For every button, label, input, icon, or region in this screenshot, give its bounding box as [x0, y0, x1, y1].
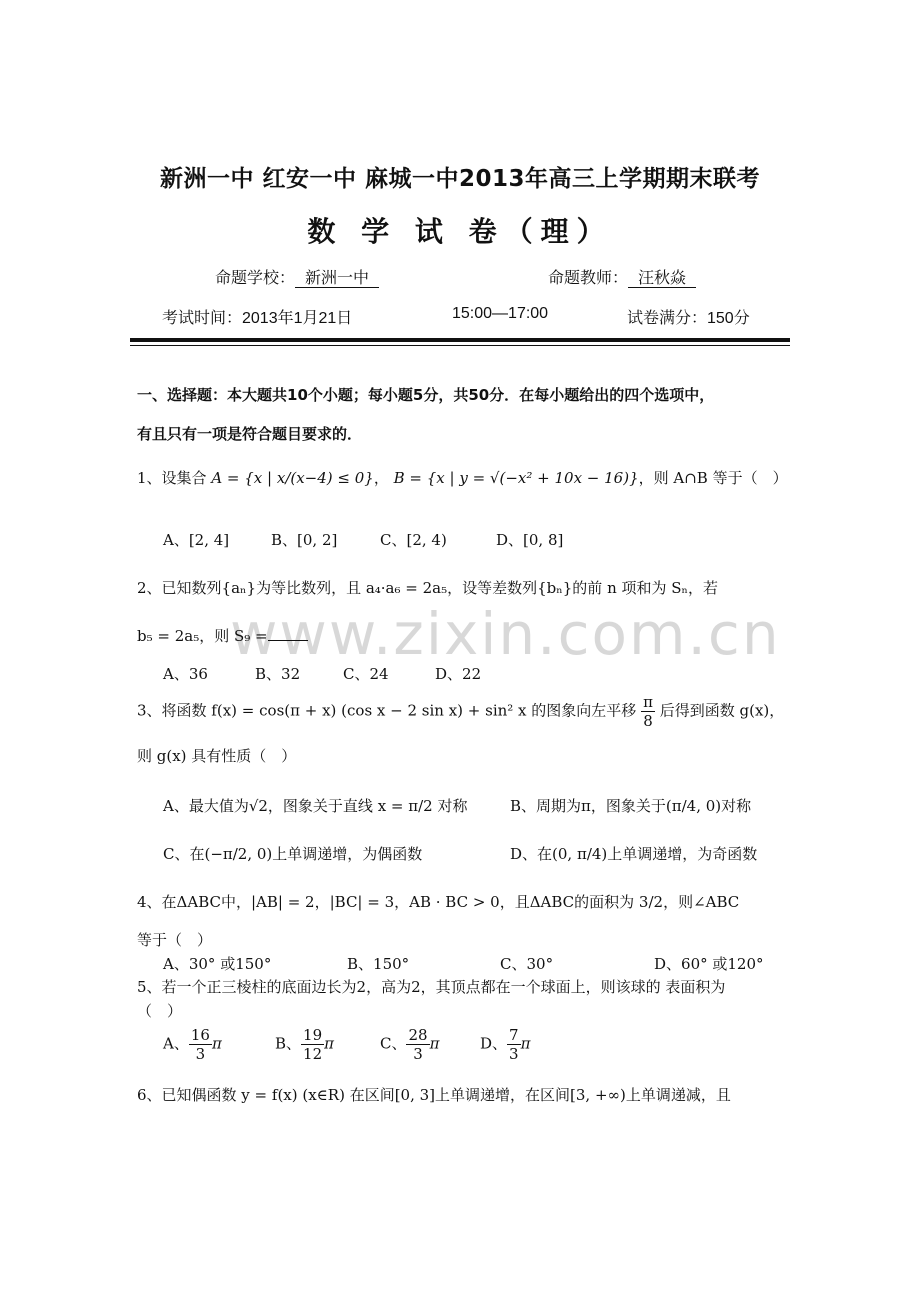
school-value: 新洲一中	[295, 268, 379, 288]
q5-option-b-num: 19	[303, 1026, 323, 1044]
q1-option-b: B、[0, 2]	[271, 531, 338, 549]
q3-shift-fraction	[641, 693, 655, 730]
q5-option-c-den: 3	[413, 1045, 423, 1063]
q3-option-a: A、最大值为√2，图象关于直线 x = π/2 对称	[163, 797, 468, 815]
q1-option-d: D、[0, 8]	[496, 531, 564, 549]
q2-option-b: B、32	[255, 665, 301, 683]
q3-option-d: D、在(0, π/4)上单调递增，为奇函数	[510, 845, 758, 863]
q5-option-b	[275, 1026, 334, 1063]
q3-line1b: 后得到函数 g(x)，	[659, 701, 785, 720]
header-rule-thick	[130, 338, 790, 342]
q3-shift-den: 8	[643, 712, 653, 730]
q5-option-b-den: 12	[303, 1045, 323, 1063]
q5-option-c-label: C、	[380, 1034, 407, 1053]
teacher-value: 汪秋焱	[628, 268, 696, 288]
q5-option-c-num: 28	[408, 1026, 428, 1044]
q4-line2: 等于（ ）	[137, 931, 213, 949]
q3-line1a: 3、将函数 f(x) = cos(π + x) (cos x − 2 sin x) + sin² x 的图象向左平移	[137, 701, 637, 720]
teacher-line	[548, 265, 696, 288]
q2-line1: 2、已知数列{aₙ}为等比数列，且 a₄·a₆ = 2a₅，设等差数列{bₙ}的前 n 项和为 Sₙ，若	[137, 579, 719, 597]
q1-option-c: C、[2, 4)	[380, 531, 447, 549]
q2-option-a: A、36	[163, 665, 208, 683]
q2-option-c: C、24	[343, 665, 389, 683]
q5-option-c-pi: π	[429, 1034, 440, 1053]
q1-lead: 1、设集合	[137, 469, 207, 487]
q5-line1: 5、若一个正三棱柱的底面边长为2，高为2，其顶点都在一个球面上，则该球的 表面积为	[137, 978, 726, 996]
q5-option-a-label: A、	[163, 1034, 189, 1053]
section-instruction-line2: 有且只有一项是符合题目要求的．	[137, 425, 363, 443]
q3-shift-num: π	[643, 693, 653, 711]
q1-set-b: B = {x | y = √(−x² + 10x − 16)}	[393, 469, 639, 487]
q1-set-a: A = {x | x/(x−4) ≤ 0}	[211, 469, 374, 487]
q4-line1: 4、在ΔABC中，|AB| = 2，|BC| = 3，AB · BC > 0，且ΔABC的面积为 3/2，则∠ABC	[137, 893, 740, 911]
q4-option-c: C、30°	[500, 955, 554, 973]
school-label: 命题学校：	[215, 268, 296, 287]
q3-line1	[137, 693, 784, 730]
q5-option-d-pi: π	[520, 1034, 531, 1053]
q4-option-b: B、150°	[347, 955, 410, 973]
exam-time: 考试时间：2013年1月21日	[162, 310, 353, 327]
q5-option-b-label: B、	[275, 1034, 302, 1053]
q2-answer-blank	[268, 640, 308, 641]
q5-option-a	[163, 1026, 222, 1063]
q5-option-d-num: 7	[509, 1026, 519, 1044]
q3-line2: 则 g(x) 具有性质（ ）	[137, 747, 297, 765]
q2-condition: b₅ = 2a₅，则 S₉ =	[137, 627, 268, 645]
q3-option-c: C、在(−π/2, 0)上单调递增，为偶函数	[163, 845, 423, 863]
header-rule-thin	[130, 345, 790, 346]
q5-option-a-fraction	[189, 1026, 212, 1063]
exam-subtitle: 数 学 试 卷（理）	[307, 215, 613, 248]
section-instruction-line1: 一、选择题：本大题共10个小题；每小题5分，共50分．在每小题给出的四个选项中，	[137, 386, 715, 404]
q5-option-a-den: 3	[195, 1045, 206, 1063]
teacher-label: 命题教师：	[548, 268, 629, 287]
q4-option-d: D、60° 或120°	[654, 955, 764, 973]
question-1: 1、设集合 A = {x | x/(x−4) ≤ 0}， B = {x | y = √(−x² + 10x − 16)}，则 A∩B 等于（ ）	[137, 469, 788, 487]
exam-time-range: 15:00—17:00	[452, 305, 549, 322]
q5-option-a-pi: π	[211, 1034, 222, 1053]
q5-option-d-fraction	[507, 1026, 521, 1063]
q3-option-b: B、周期为π，图象关于(π/4, 0)对称	[510, 797, 752, 815]
q5-option-c-fraction	[406, 1026, 429, 1063]
q5-option-c	[380, 1026, 439, 1063]
q5-option-a-num: 16	[190, 1026, 210, 1044]
q2-option-d: D、22	[435, 665, 482, 683]
q2-line2	[137, 625, 308, 646]
q1-tail: ，则 A∩B 等于（ ）	[638, 469, 788, 487]
q4-option-a: A、30° 或150°	[163, 955, 272, 973]
watermark: www.zixin.com.cn	[230, 600, 781, 668]
school-line	[215, 265, 379, 288]
q6-line1: 6、已知偶函数 y = f(x) (x∈R) 在区间[0, 3]上单调递增，在区间[3, +∞)上单调递减，且	[137, 1086, 731, 1104]
q5-option-d-label: D、	[480, 1034, 508, 1053]
q5-option-b-pi: π	[324, 1034, 334, 1053]
exam-title: 新洲一中 红安一中 麻城一中2013年高三上学期期末联考	[159, 166, 761, 192]
q5-option-d-den: 3	[509, 1045, 519, 1063]
q5-option-b-fraction	[301, 1026, 324, 1063]
q5-option-d	[480, 1026, 530, 1063]
full-score: 试卷满分：150分	[627, 310, 750, 327]
q5-line2: （ ）	[137, 1002, 183, 1020]
q1-option-a: A、[2, 4]	[163, 531, 230, 549]
